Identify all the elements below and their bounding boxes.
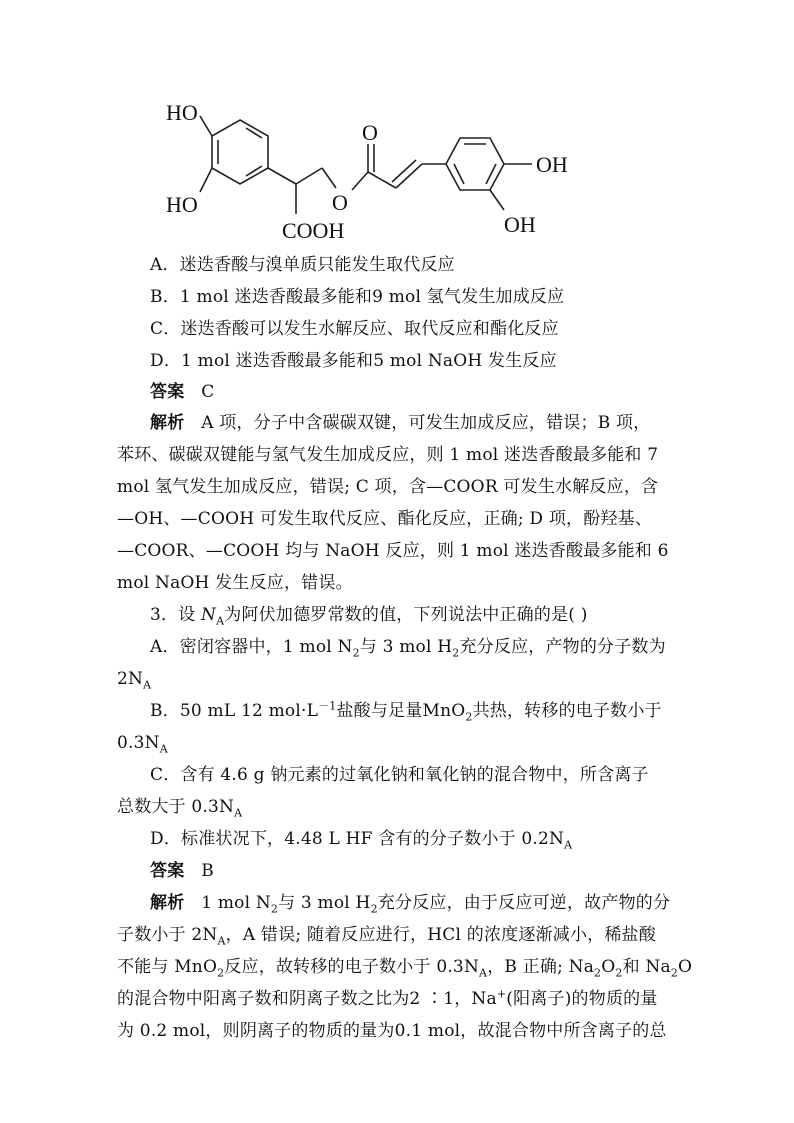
a2-l4-sup: + (496, 987, 507, 1001)
question-3-stem (150, 604, 682, 626)
bond-oh-bottom (490, 190, 504, 210)
a2-l3e: 和 Na (622, 957, 671, 977)
bond-vinyl-double-2 (392, 160, 416, 182)
answer-value: C (201, 382, 215, 402)
a2-l2b: ，A 错误; 随着反应进行，HCl 的浓度逐渐减小，稀盐酸 (225, 925, 656, 945)
oh-right-label: OH (536, 152, 568, 177)
q3-option-a-cont (117, 668, 682, 690)
bond-ch2-o (322, 168, 336, 188)
analysis-2-line-4 (117, 988, 682, 1010)
q3-a-part1: A．密闭容器中，1 mol N (150, 637, 353, 657)
option-c: C．迷迭香酸可以发生水解反应、取代反应和酯化反应 (150, 319, 559, 339)
a2-l3-sub2: A (479, 966, 488, 980)
ho-bottom-label: HO (166, 192, 198, 217)
q3-option-c: C．含有 4.6 g 钠元素的过氧化钠和氧化钠的混合物中，所含离子 (150, 765, 649, 785)
oh-bottom-label: OH (504, 212, 536, 237)
q3-a-sub1: 2 (352, 646, 360, 660)
q3-b-sup: －1 (318, 699, 337, 713)
q3-c-cont: 总数大于 0.3N (117, 797, 235, 817)
a2-l3-sub3: 2 (594, 966, 602, 980)
q3-stem-suffix: 为阿伏加德罗常数的值，下列说法中正确的是( ) (224, 605, 588, 625)
a2-l2a: 子数小于 2N (117, 925, 218, 945)
a2-l1-sub2: 2 (370, 902, 378, 916)
q3-b-part1: B．50 mL 12 mol·L (150, 701, 319, 721)
a2-l1b: 与 3 mol H (278, 893, 371, 913)
a2-l4a: 的混合物中阳离子数和阴离子数之比为2 ∶1，Na (117, 989, 497, 1009)
q3-d-sub: A (564, 838, 573, 852)
ester-o-label: O (332, 190, 348, 215)
q3-stem-sub: A (216, 614, 225, 628)
analysis-1-line-3: mol 氢气发生加成反应，错误; C 项，含—COOR 可发生水解反应，含 (117, 477, 659, 497)
analysis-1-line-6: mol NaOH 发生反应，错误。 (117, 573, 353, 593)
analysis-1-line-4: —OH、—COOH 可发生取代反应、酯化反应，正确; D 项，酚羟基、 (117, 509, 653, 529)
a2-l3-sub1: 2 (217, 966, 225, 980)
q3-stem-prefix: 3．设 (150, 605, 202, 625)
option-a: A．迷迭香酸与溴单质只能发生取代反应 (150, 255, 455, 275)
analysis-2-line-1 (150, 892, 682, 914)
analysis-2-label: 解析 (150, 893, 185, 913)
q3-b-part3: 共热，转移的电子数小于 (472, 701, 662, 721)
analysis-1-line-1 (150, 412, 682, 434)
ho-top-label: HO (166, 100, 198, 125)
bond-ho-top (200, 116, 212, 136)
q3-a-part3: 充分反应，产物的分子数为 (459, 637, 666, 657)
left-benzene-ring (212, 120, 268, 184)
a2-l3d: O (601, 957, 616, 977)
q3-d-text: D．标准状况下，4.48 L HF 含有的分子数小于 0.2N (150, 829, 565, 849)
a2-l4b: (阳离子)的物质的量 (506, 989, 658, 1009)
q3-b-part2: 盐酸与足量MnO (336, 701, 466, 721)
a2-l3-sub5: 2 (670, 966, 678, 980)
a2-l3b: 反应，故转移的电子数小于 0.3N (224, 957, 480, 977)
q3-b-sub: 2 (465, 710, 473, 724)
bond-vinyl-double (396, 164, 422, 188)
bond-ho-bottom (200, 168, 212, 192)
q3-option-b (150, 700, 682, 722)
left-ring-double-2 (246, 166, 262, 176)
q3-option-b-cont (117, 732, 682, 754)
cooh-label: COOH (282, 218, 345, 243)
answer-1 (150, 381, 682, 403)
answer-label: 答案 (150, 382, 185, 402)
a2-l1a: 1 mol N (201, 893, 271, 913)
q3-a-cont-sub: A (143, 678, 152, 692)
analysis-2-line-2 (117, 924, 682, 946)
a2-l3-sub4: 2 (615, 966, 623, 980)
a2-l1-sub1: 2 (270, 902, 279, 916)
a2-l2-sub: A (217, 934, 226, 948)
q3-a-part2: 与 3 mol H (359, 637, 453, 657)
analysis-label: 解析 (150, 413, 185, 433)
a2-l3f: O (678, 957, 693, 977)
analysis-2-line-3 (117, 956, 693, 980)
bond-o-c (352, 172, 368, 190)
bond-ch-ch2 (296, 168, 322, 184)
option-b: B．1 mol 迷迭香酸最多能和9 mol 氢气发生加成反应 (150, 287, 565, 307)
q3-c-cont-sub: A (234, 806, 243, 820)
answer-2-value: B (201, 861, 214, 881)
left-ring-double-1 (246, 128, 262, 138)
q3-option-a (150, 636, 682, 658)
option-d: D．1 mol 迷迭香酸最多能和5 mol NaOH 发生反应 (150, 351, 557, 371)
rosmarinic-acid-structure (160, 92, 600, 252)
a2-l1c: 充分反应，由于反应可逆，故产物的分 (377, 893, 671, 913)
bond-ring-ch (268, 168, 296, 184)
q3-b-cont: 0.3N (117, 733, 160, 753)
q3-a-cont: 2N (117, 669, 144, 689)
q3-option-d (150, 828, 682, 850)
carbonyl-o-label: O (362, 120, 378, 145)
analysis-text: A 项，分子中含碳碳双键，可发生加成反应，错误；B 项， (201, 413, 651, 433)
analysis-2-line-5: 为 0.2 mol，则阴离子的物质的量为0.1 mol，故混合物中所含离子的总 (117, 1021, 667, 1041)
analysis-1-line-2: 苯环、碳碳双键能与氢气发生加成反应，则 1 mol 迷迭香酸最多能和 7 (117, 445, 659, 465)
q3-a-sub2: 2 (452, 646, 460, 660)
answer-2 (150, 860, 682, 882)
q3-option-c-cont (117, 796, 682, 818)
bond-c-vinyl (368, 172, 396, 188)
a2-l3c: ，B 正确; Na (487, 957, 595, 977)
a2-l3a: 不能与 MnO (117, 957, 218, 977)
answer-2-label: 答案 (150, 861, 185, 881)
q3-stem-n: N (201, 605, 217, 625)
q3-b-cont-sub: A (159, 742, 168, 756)
analysis-1-line-5: —COOR、—COOH 均与 NaOH 反应，则 1 mol 迷迭香酸最多能和 6 (117, 541, 669, 561)
